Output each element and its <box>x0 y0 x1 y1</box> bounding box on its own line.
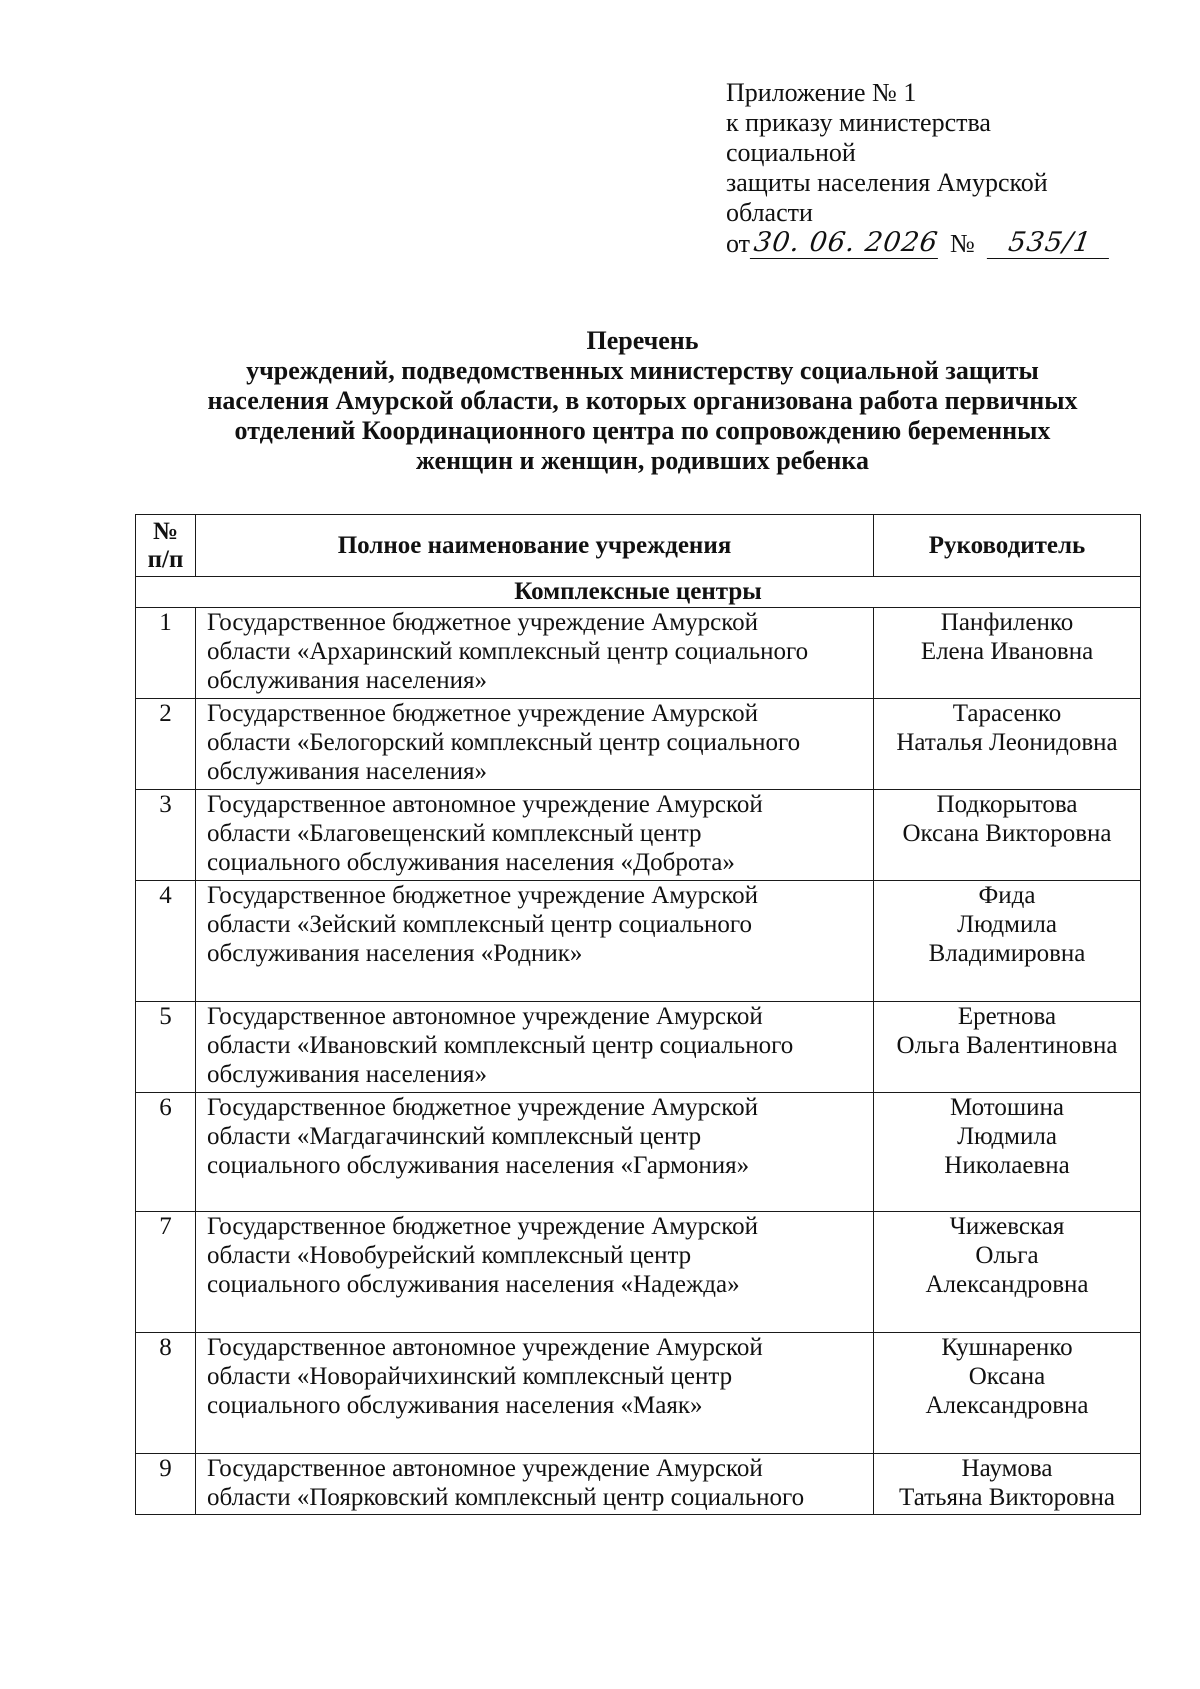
document-title <box>120 326 1165 476</box>
appendix-block <box>726 78 1146 259</box>
row-number: 5 <box>136 1002 196 1093</box>
row-number: 1 <box>136 608 196 699</box>
column-header-number: № п/п <box>136 515 196 577</box>
institutions-table <box>135 514 1141 1515</box>
director-name: Кушнаренко Оксана Александровна <box>874 1333 1141 1454</box>
table-row <box>136 1093 1141 1212</box>
column-header-head: Руководитель <box>874 515 1141 577</box>
appendix-line: области <box>726 198 813 227</box>
order-number-handwritten: 535/1 <box>987 228 1113 259</box>
column-header-name: Полное наименование учреждения <box>196 515 874 577</box>
table-row <box>136 699 1141 790</box>
title-line: отделений Координационного центра по сопровождению беременных <box>234 416 1051 445</box>
title-heading: Перечень <box>586 326 699 355</box>
institution-name: Государственное автономное учреждение Амурской области «Новорайчихинский комплексный центр социального обслуживания населения «Маяк» <box>196 1333 874 1454</box>
appendix-line: к приказу министерства <box>726 108 991 137</box>
section-row <box>136 577 1141 608</box>
order-date-number-line <box>726 228 1146 259</box>
institution-name: Государственное автономное учреждение Амурской области «Поярковский комплексный центр социального <box>196 1454 874 1515</box>
row-number: 3 <box>136 790 196 881</box>
appendix-line: защиты населения Амурской <box>726 168 1048 197</box>
row-number: 2 <box>136 699 196 790</box>
director-name: Фида Людмила Владимировна <box>874 881 1141 1002</box>
institution-name: Государственное бюджетное учреждение Амурской области «Новобурейский комплексный центр социального обслуживания населения «Надежда» <box>196 1212 874 1333</box>
row-number: 9 <box>136 1454 196 1515</box>
institution-name: Государственное бюджетное учреждение Амурской области «Магдагачинский комплексный центр социального обслуживания населения «Гармония» <box>196 1093 874 1212</box>
director-name: Панфиленко Елена Ивановна <box>874 608 1141 699</box>
institution-name: Государственное бюджетное учреждение Амурской области «Белогорский комплексный центр социального обслуживания населения» <box>196 699 874 790</box>
table-row <box>136 1454 1141 1515</box>
order-date-handwritten: 30. 06. 2026 <box>750 228 942 259</box>
appendix-line: социальной <box>726 138 856 167</box>
number-label: № <box>950 229 975 258</box>
table-header-row <box>136 515 1141 577</box>
table-row <box>136 1002 1141 1093</box>
director-name: Наумова Татьяна Викторовна <box>874 1454 1141 1515</box>
from-label: от <box>726 229 751 258</box>
director-name: Еретнова Ольга Валентиновна <box>874 1002 1141 1093</box>
title-line: женщин и женщин, родивших ребенка <box>416 446 869 475</box>
title-line: населения Амурской области, в которых организована работа первичных <box>207 386 1078 415</box>
title-line: учреждений, подведомственных министерству социальной защиты <box>246 356 1039 385</box>
director-name: Подкорытова Оксана Викторовна <box>874 790 1141 881</box>
director-name: Тарасенко Наталья Леонидовна <box>874 699 1141 790</box>
row-number: 4 <box>136 881 196 1002</box>
row-number: 6 <box>136 1093 196 1212</box>
section-title: Комплексные центры <box>136 577 1141 608</box>
row-number: 8 <box>136 1333 196 1454</box>
table-row <box>136 608 1141 699</box>
table-row <box>136 881 1141 1002</box>
table-row <box>136 1333 1141 1454</box>
institution-name: Государственное бюджетное учреждение Амурской области «Зейский комплексный центр социального обслуживания населения «Родник» <box>196 881 874 1002</box>
row-number: 7 <box>136 1212 196 1333</box>
appendix-line: Приложение № 1 <box>726 78 917 107</box>
table-row <box>136 1212 1141 1333</box>
table-row <box>136 790 1141 881</box>
institution-name: Государственное автономное учреждение Амурской области «Ивановский комплексный центр социального обслуживания населения» <box>196 1002 874 1093</box>
director-name: Чижевская Ольга Александровна <box>874 1212 1141 1333</box>
institution-name: Государственное бюджетное учреждение Амурской области «Архаринский комплексный центр социального обслуживания населения» <box>196 608 874 699</box>
director-name: Мотошина Людмила Николаевна <box>874 1093 1141 1212</box>
institution-name: Государственное автономное учреждение Амурской области «Благовещенский комплексный центр социального обслуживания населения «Доброта» <box>196 790 874 881</box>
